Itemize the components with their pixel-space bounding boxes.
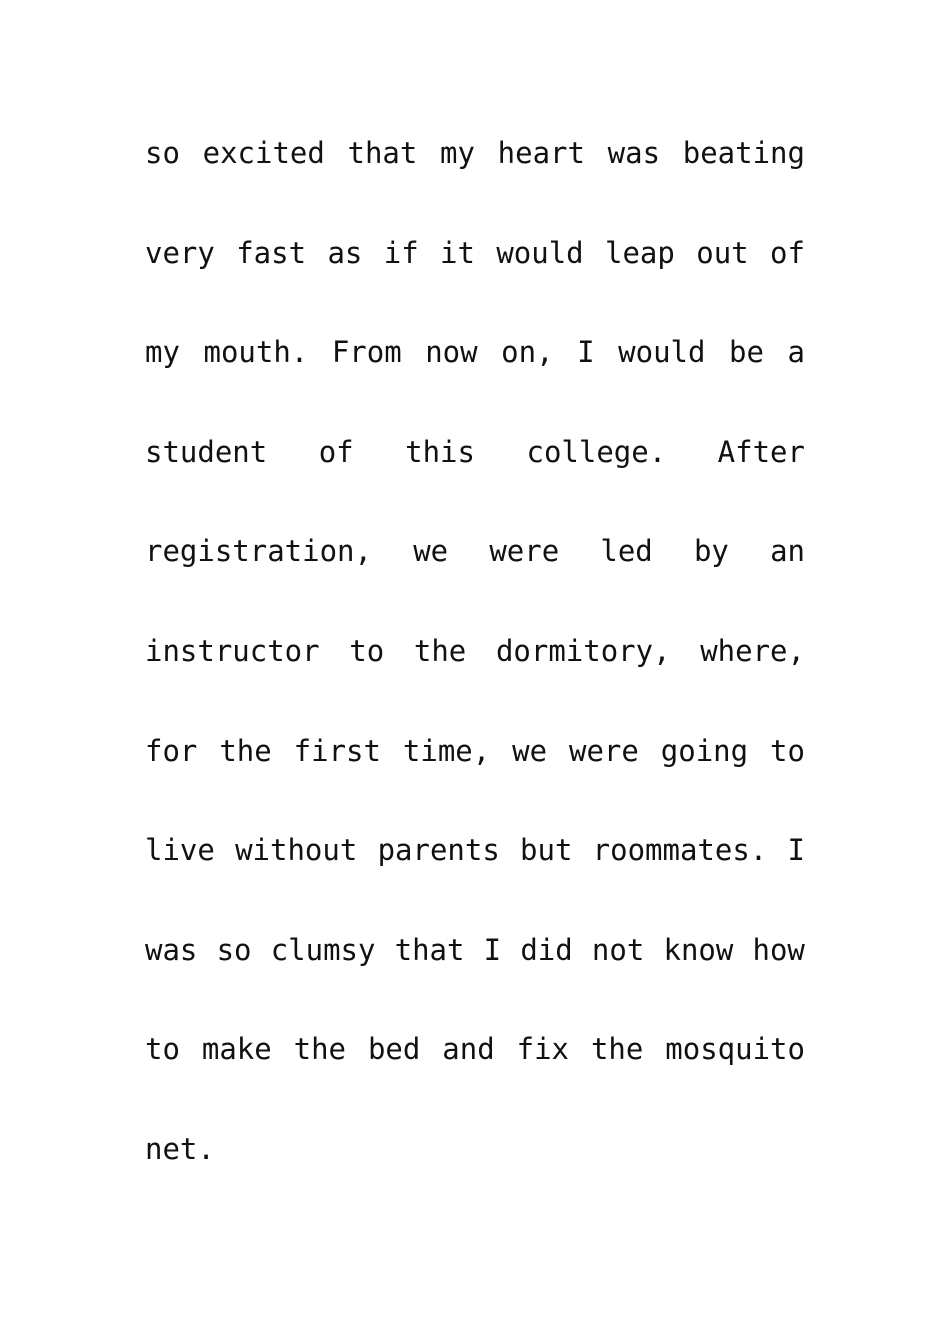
word: we (413, 534, 449, 569)
word: did (520, 932, 573, 967)
word: time, (402, 733, 491, 768)
word: very (145, 235, 215, 270)
text-line (145, 726, 805, 826)
word: that (394, 932, 465, 967)
word: how (752, 932, 805, 967)
word: for (145, 733, 198, 768)
word: registration, (145, 534, 372, 569)
word: but (520, 833, 573, 868)
word: I (483, 932, 502, 967)
word: would (618, 335, 706, 370)
word: mouth. (203, 335, 309, 370)
word: bed (367, 1032, 421, 1067)
word: the (219, 733, 272, 768)
text-line (145, 825, 805, 925)
text-line (145, 925, 805, 1025)
word: as (327, 235, 363, 270)
word: and (442, 1032, 495, 1067)
word: an (770, 534, 805, 569)
text-line (145, 427, 805, 527)
word: parents (377, 833, 500, 868)
word: excited (202, 136, 325, 170)
word: of (318, 434, 354, 469)
word: were (489, 534, 560, 569)
text-line (145, 626, 805, 726)
word: mosquito (665, 1032, 805, 1067)
word: was (145, 932, 198, 967)
word: on, (501, 335, 554, 370)
word: not (591, 932, 645, 967)
word: now (425, 335, 478, 370)
word: where, (700, 633, 805, 668)
word: After (717, 434, 805, 469)
word: that (347, 136, 418, 170)
word: so (145, 136, 180, 170)
word: to (770, 733, 805, 768)
word: I (577, 335, 595, 370)
word: From (331, 335, 402, 370)
word: of (770, 235, 805, 270)
body-paragraph (145, 128, 805, 1224)
word: would (496, 235, 584, 270)
text-line (145, 1124, 805, 1224)
word: without (235, 833, 358, 868)
word: my (145, 335, 180, 370)
word: roommates. (592, 833, 768, 868)
word: fix (516, 1032, 570, 1067)
text-line (145, 128, 805, 228)
word: net. (145, 1131, 215, 1166)
word: make (201, 1032, 272, 1067)
word: college. (526, 434, 667, 469)
word: live (145, 833, 215, 868)
word: I (787, 833, 805, 868)
word: clumsy (270, 932, 376, 967)
word: it (440, 235, 475, 270)
word: leap (605, 235, 675, 270)
word: be (729, 335, 764, 370)
word: the (590, 1032, 644, 1067)
word: out (696, 235, 749, 270)
word: instructor (145, 633, 320, 668)
word: so (216, 932, 252, 967)
word: by (693, 534, 729, 569)
word: a (787, 335, 805, 370)
word: led (600, 534, 653, 569)
word: to (349, 633, 385, 668)
word: the (293, 1032, 347, 1067)
word: heart (497, 136, 585, 170)
word: we (512, 733, 548, 768)
word: first (293, 733, 381, 768)
word: this (405, 434, 475, 469)
word: to (145, 1032, 180, 1067)
word: if (383, 235, 419, 270)
word: was (607, 136, 661, 170)
word: beating (682, 136, 805, 170)
word: dormitory, (495, 633, 671, 668)
word: student (145, 434, 268, 469)
word: were (569, 733, 639, 768)
text-line (145, 327, 805, 427)
word: the (413, 633, 467, 668)
text-line (145, 1024, 805, 1124)
word: fast (236, 235, 307, 270)
word: my (440, 136, 475, 170)
text-line (145, 526, 805, 626)
word: know (663, 932, 734, 967)
word: going (660, 733, 749, 768)
text-line (145, 228, 805, 328)
